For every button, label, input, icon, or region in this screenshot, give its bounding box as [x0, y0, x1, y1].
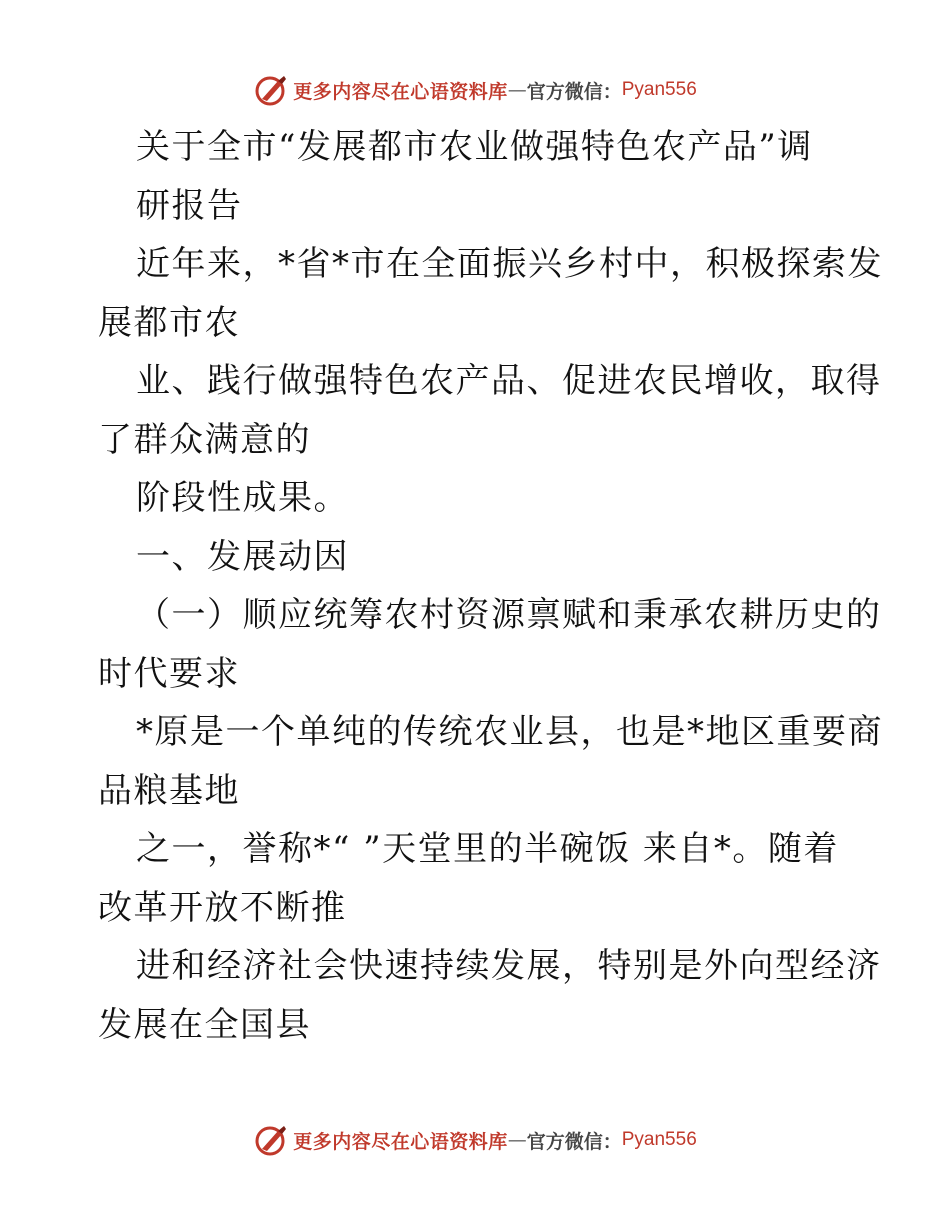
watermark-dash: — — [507, 79, 527, 101]
text-line: （一）顺应统筹农村资源禀赋和秉承农耕历史的 — [136, 595, 882, 635]
pen-logo-icon — [253, 1122, 289, 1158]
header-watermark — [0, 70, 950, 110]
text-line: 改革开放不断推 — [98, 887, 347, 928]
watermark-wechat-id: Pyan556 — [621, 79, 697, 100]
text-line: *原是一个单纯的传统农业县，也是*地区重要商 — [136, 712, 883, 752]
text-line: 时代要求 — [98, 653, 240, 694]
pen-logo-icon — [253, 72, 289, 108]
text-line: 一、发展动因 — [136, 536, 349, 577]
text-line: 了群众满意的 — [98, 419, 311, 460]
text-line: 近年来，*省*市在全面振兴乡村中，积极探索发 — [136, 244, 883, 284]
footer-watermark — [0, 1120, 950, 1160]
text-line: 进和经济社会快速持续发展，特别是外向型经济 — [136, 946, 882, 986]
document-body — [98, 118, 883, 1054]
watermark-main-text: 更多内容尽在心语资料库 — [293, 80, 508, 103]
text-line: 发展在全国县 — [98, 1004, 311, 1045]
text-line: 业、践行做强特色农产品、促进农民增收，取得 — [136, 361, 882, 401]
watermark-wechat-label: 官方微信： — [526, 1130, 622, 1153]
text-line: 品粮基地 — [98, 770, 240, 811]
watermark-wechat-label: 官方微信： — [526, 80, 622, 103]
text-line: 展都市农 — [98, 302, 240, 343]
text-line: 之一，誉称*“ ”天堂里的半碗饭 来自*。随着 — [136, 829, 839, 869]
text-line: 阶段性成果。 — [136, 478, 349, 518]
watermark-wechat-id: Pyan556 — [621, 1129, 697, 1150]
watermark-main-text: 更多内容尽在心语资料库 — [293, 1130, 508, 1153]
text-line: 研报告 — [136, 185, 243, 226]
watermark-dash: — — [507, 1129, 527, 1151]
text-line: 关于全市“发展都市农业做强特色农产品”调 — [136, 127, 813, 167]
